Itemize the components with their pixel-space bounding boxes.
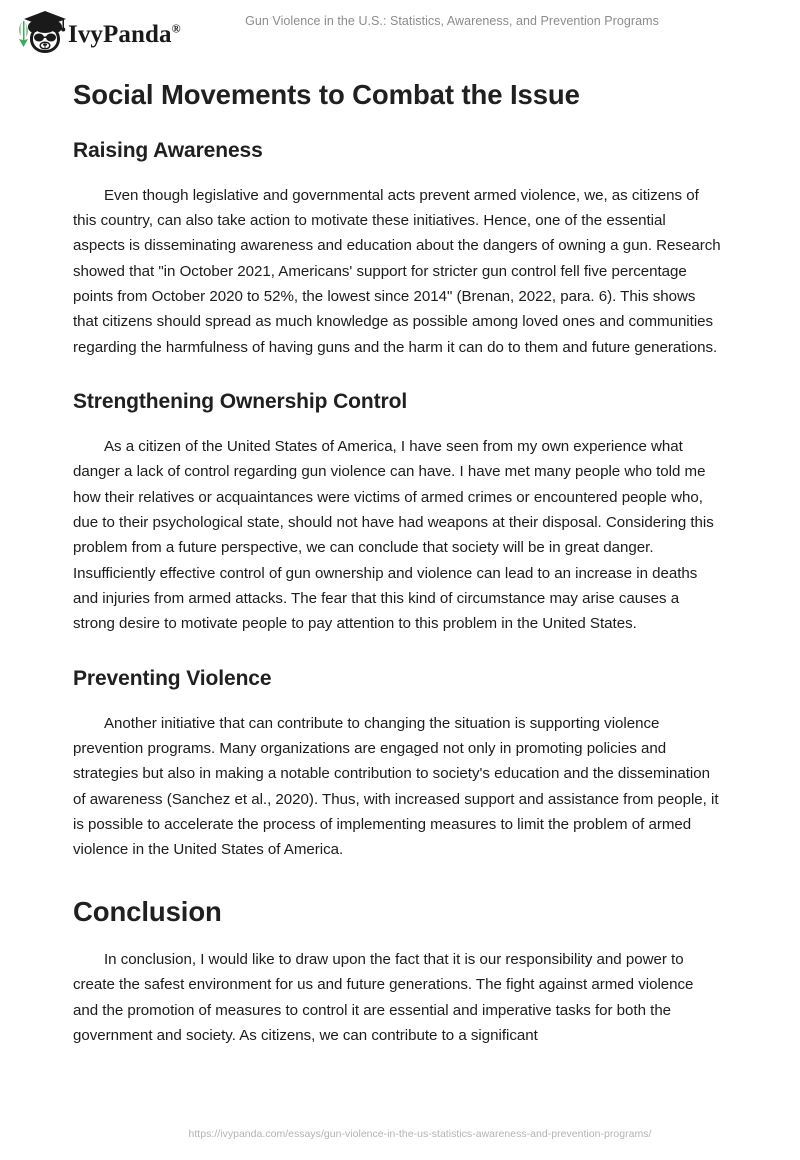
- page-title: Social Movements to Combat the Issue: [73, 79, 580, 110]
- paragraph-strengthening-ownership-control: As a citizen of the United States of America, I have seen from my own experience what danger a lack of control regarding gun violence can have. I have met many people who told me how their relatives or acquaintances were victims of armed crimes or encountered people who, due to their psychological state, should not have had weapons at their disposal. Considering this problem from a future perspective, we can conclude that society will be in great danger. Insufficiently effective control of gun ownership and violence can lead to an increase in deaths and injuries from armed attacks. The fear that this kind of circumstance may arise causes a strong desire to motivate people to pay attention to this problem in the United States.: [73, 438, 714, 633]
- source-url[interactable]: https://ivypanda.com/essays/gun-violence-in-the-us-statistics-awareness-and-prevention-programs/: [188, 1128, 652, 1140]
- document-body: [73, 70, 721, 1048]
- page-footer: [0, 1124, 800, 1142]
- spacer: [73, 692, 721, 711]
- paragraph-preventing-violence: Another initiative that can contribute to changing the situation is supporting violence prevention programs. Many organizations are engaged not only in promoting policies and strategies but also in making a notable contribution to society's education and the dissemination of awareness (Sanchez et al., 2020). Thus, with increased support and assistance from people, it is possible to accelerate the process of implementing measures to limit the problem of armed violence in the United States of America.: [73, 714, 719, 859]
- spacer: [73, 863, 721, 895]
- paragraph-conclusion: In conclusion, I would like to draw upon the fact that it is our responsibility and power to create the safest environment for us and future generations. The fight against armed violence and the promotion of measures to control it are essential and imperative tasks for both the government and society. As citizens, we can contribute to a significant: [73, 951, 694, 1044]
- spacer: [73, 637, 721, 666]
- spacer: [73, 928, 721, 947]
- paragraph-raising-awareness: Even though legislative and governmental acts prevent armed violence, we, as citizens of this country, can also take action to motivate these initiatives. Hence, one of the essential aspects is disseminating awareness and education about the dangers of owning a gun. Research showed that "in October 2021, Americans' support for stricter gun control fell five percentage points from October 2020 to 52%, the lowest since 2014" (Brenan, 2022, para. 6). This shows that citizens should spread as much knowledge as possible among loved ones and communities regarding the harmfulness of having guns and the harm it can do to them and future generations.: [73, 186, 721, 356]
- spacer: [73, 112, 721, 138]
- page-header: [0, 0, 800, 62]
- section-heading-raising-awareness: Raising Awareness: [73, 138, 263, 162]
- section-heading-strengthening-ownership-control: Strengthening Ownership Control: [73, 389, 408, 413]
- brand-name-text: IvyPanda: [68, 20, 172, 48]
- spacer: [73, 164, 721, 183]
- spacer: [73, 360, 721, 389]
- registered-mark: ®: [171, 21, 181, 36]
- spacer: [73, 415, 721, 434]
- section-heading-conclusion: Conclusion: [73, 895, 222, 927]
- section-heading-preventing-violence: Preventing Violence: [73, 666, 272, 690]
- running-head-title: Gun Violence in the U.S.: Statistics, Awareness, and Prevention Programs: [245, 14, 659, 28]
